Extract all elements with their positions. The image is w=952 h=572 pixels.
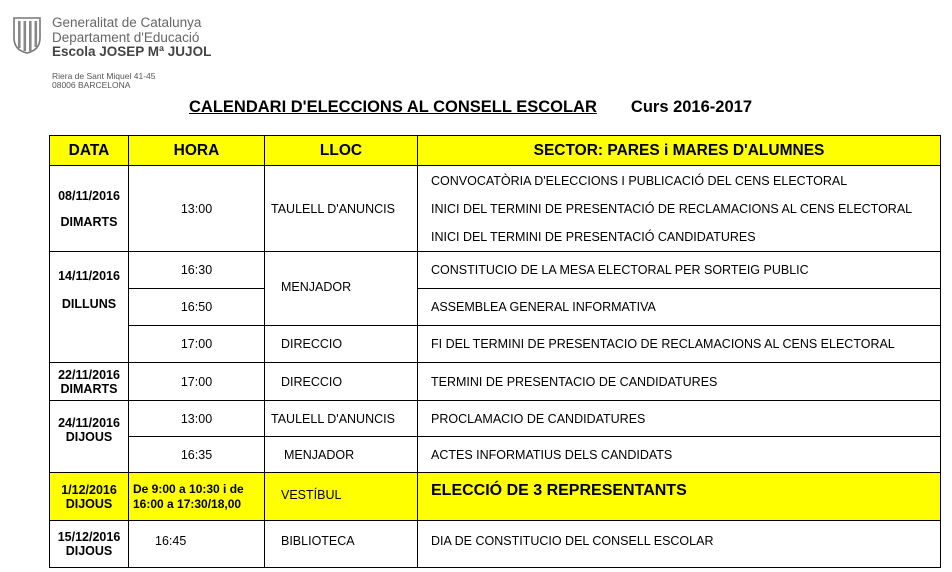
weekday: DIJOUS	[65, 544, 113, 558]
table-row	[50, 252, 941, 289]
date: 1/12/2016	[61, 482, 117, 497]
hora-cell: 17:00	[129, 326, 265, 363]
activity-line: CONVOCATÒRIA D'ELECCIONS I PUBLICACIÓ DEL CENS ELECTORAL	[431, 173, 848, 188]
hora-cell: 13:00	[129, 401, 265, 437]
hora-line: De 9:00 a 10:30 i de	[133, 481, 244, 496]
activity-cell: ACTES INFORMATIUS DELS CANDIDATS	[418, 437, 941, 473]
activity-cell: CONSTITUCIO DE LA MESA ELECTORAL PER SORTEIG PUBLIC	[418, 252, 941, 289]
school-address	[52, 72, 155, 90]
lloc-cell: TAULELL D'ANUNCIS	[265, 166, 418, 252]
activity-cell: TERMINI DE PRESENTACIO DE CANDIDATURES	[418, 363, 941, 401]
table-row-highlighted	[50, 473, 941, 521]
date: 14/11/2016	[58, 269, 120, 283]
page-title	[189, 98, 752, 117]
header-lloc: LLOC	[265, 136, 418, 166]
table-row	[50, 401, 941, 437]
school-name: Escola JOSEP Mª JUJOL	[52, 44, 212, 59]
activity-cell: ELECCIÓ DE 3 REPRESENTANTS	[418, 473, 941, 521]
header-data: DATA	[50, 136, 129, 166]
date: 22/11/2016	[58, 367, 120, 382]
hora-cell: 16:35	[129, 437, 265, 473]
table-row	[50, 363, 941, 401]
org-line2: Departament d'Educació	[52, 29, 200, 45]
lloc-cell: DIRECCIO	[265, 363, 418, 401]
lloc-cell: MENJADOR	[265, 252, 418, 326]
activity-cell: FI DEL TERMINI DE PRESENTACIO DE RECLAMACIONS AL CENS ELECTORAL	[418, 326, 941, 363]
activity-cell	[418, 166, 941, 252]
weekday: DIMARTS	[60, 381, 118, 396]
activity-cell: DIA DE CONSTITUCIO DEL CONSELL ESCOLAR	[418, 521, 941, 568]
address-line2: 08006 BARCELONA	[52, 80, 131, 90]
election-calendar-table	[49, 135, 941, 568]
title-main: CALENDARI D'ELECCIONS AL CONSELL ESCOLAR	[189, 98, 597, 116]
date-cell	[50, 363, 129, 401]
lloc-cell: DIRECCIO	[265, 326, 418, 363]
title-year: Curs 2016-2017	[630, 98, 752, 116]
table-row	[50, 166, 941, 252]
hora-cell: 16:30	[129, 252, 265, 289]
header-hora: HORA	[129, 136, 265, 166]
hora-cell: 16:45	[129, 521, 265, 568]
weekday: DIMARTS	[60, 214, 118, 229]
date: 24/11/2016	[58, 415, 120, 430]
date: 15/12/2016	[57, 530, 121, 544]
org-line1: Generalitat de Catalunya	[52, 15, 202, 30]
address-line1: Riera de Sant Miquel 41-45	[52, 71, 156, 81]
table-header-row	[50, 136, 941, 166]
weekday: DILLUNS	[61, 297, 117, 311]
date-cell	[50, 252, 129, 363]
activity-cell: ASSEMBLEA GENERAL INFORMATIVA	[418, 289, 941, 326]
date-cell	[50, 521, 129, 568]
activity-line: INICI DEL TERMINI DE PRESENTACIÓ DE RECLAMACIONS AL CENS ELECTORAL	[431, 201, 913, 216]
date-cell	[50, 401, 129, 473]
weekday: DIJOUS	[65, 429, 113, 444]
activity-line: INICI DEL TERMINI DE PRESENTACIÓ CANDIDATURES	[431, 229, 756, 244]
hora-cell: 17:00	[129, 363, 265, 401]
table-row	[50, 437, 941, 473]
lloc-cell: MENJADOR	[265, 437, 418, 473]
date: 08/11/2016	[58, 188, 120, 203]
hora-cell	[129, 473, 265, 521]
hora-cell: 13:00	[129, 166, 265, 252]
generalitat-logo-icon	[12, 16, 42, 54]
weekday: DIJOUS	[65, 496, 113, 511]
lloc-cell: VESTÍBUL	[265, 473, 418, 521]
hora-cell: 16:50	[129, 289, 265, 326]
date-cell	[50, 166, 129, 252]
organization-header	[52, 16, 211, 60]
table-row	[50, 326, 941, 363]
table-row	[50, 289, 941, 326]
date-cell	[50, 473, 129, 521]
lloc-cell: TAULELL D'ANUNCIS	[265, 401, 418, 437]
activity-cell: PROCLAMACIO DE CANDIDATURES	[418, 401, 941, 437]
hora-line: 16:00 a 17:30/18,00	[133, 496, 242, 511]
lloc-cell: BIBLIOTECA	[265, 521, 418, 568]
table-row	[50, 521, 941, 568]
header-sector: SECTOR: PARES i MARES D'ALUMNES	[418, 136, 941, 166]
